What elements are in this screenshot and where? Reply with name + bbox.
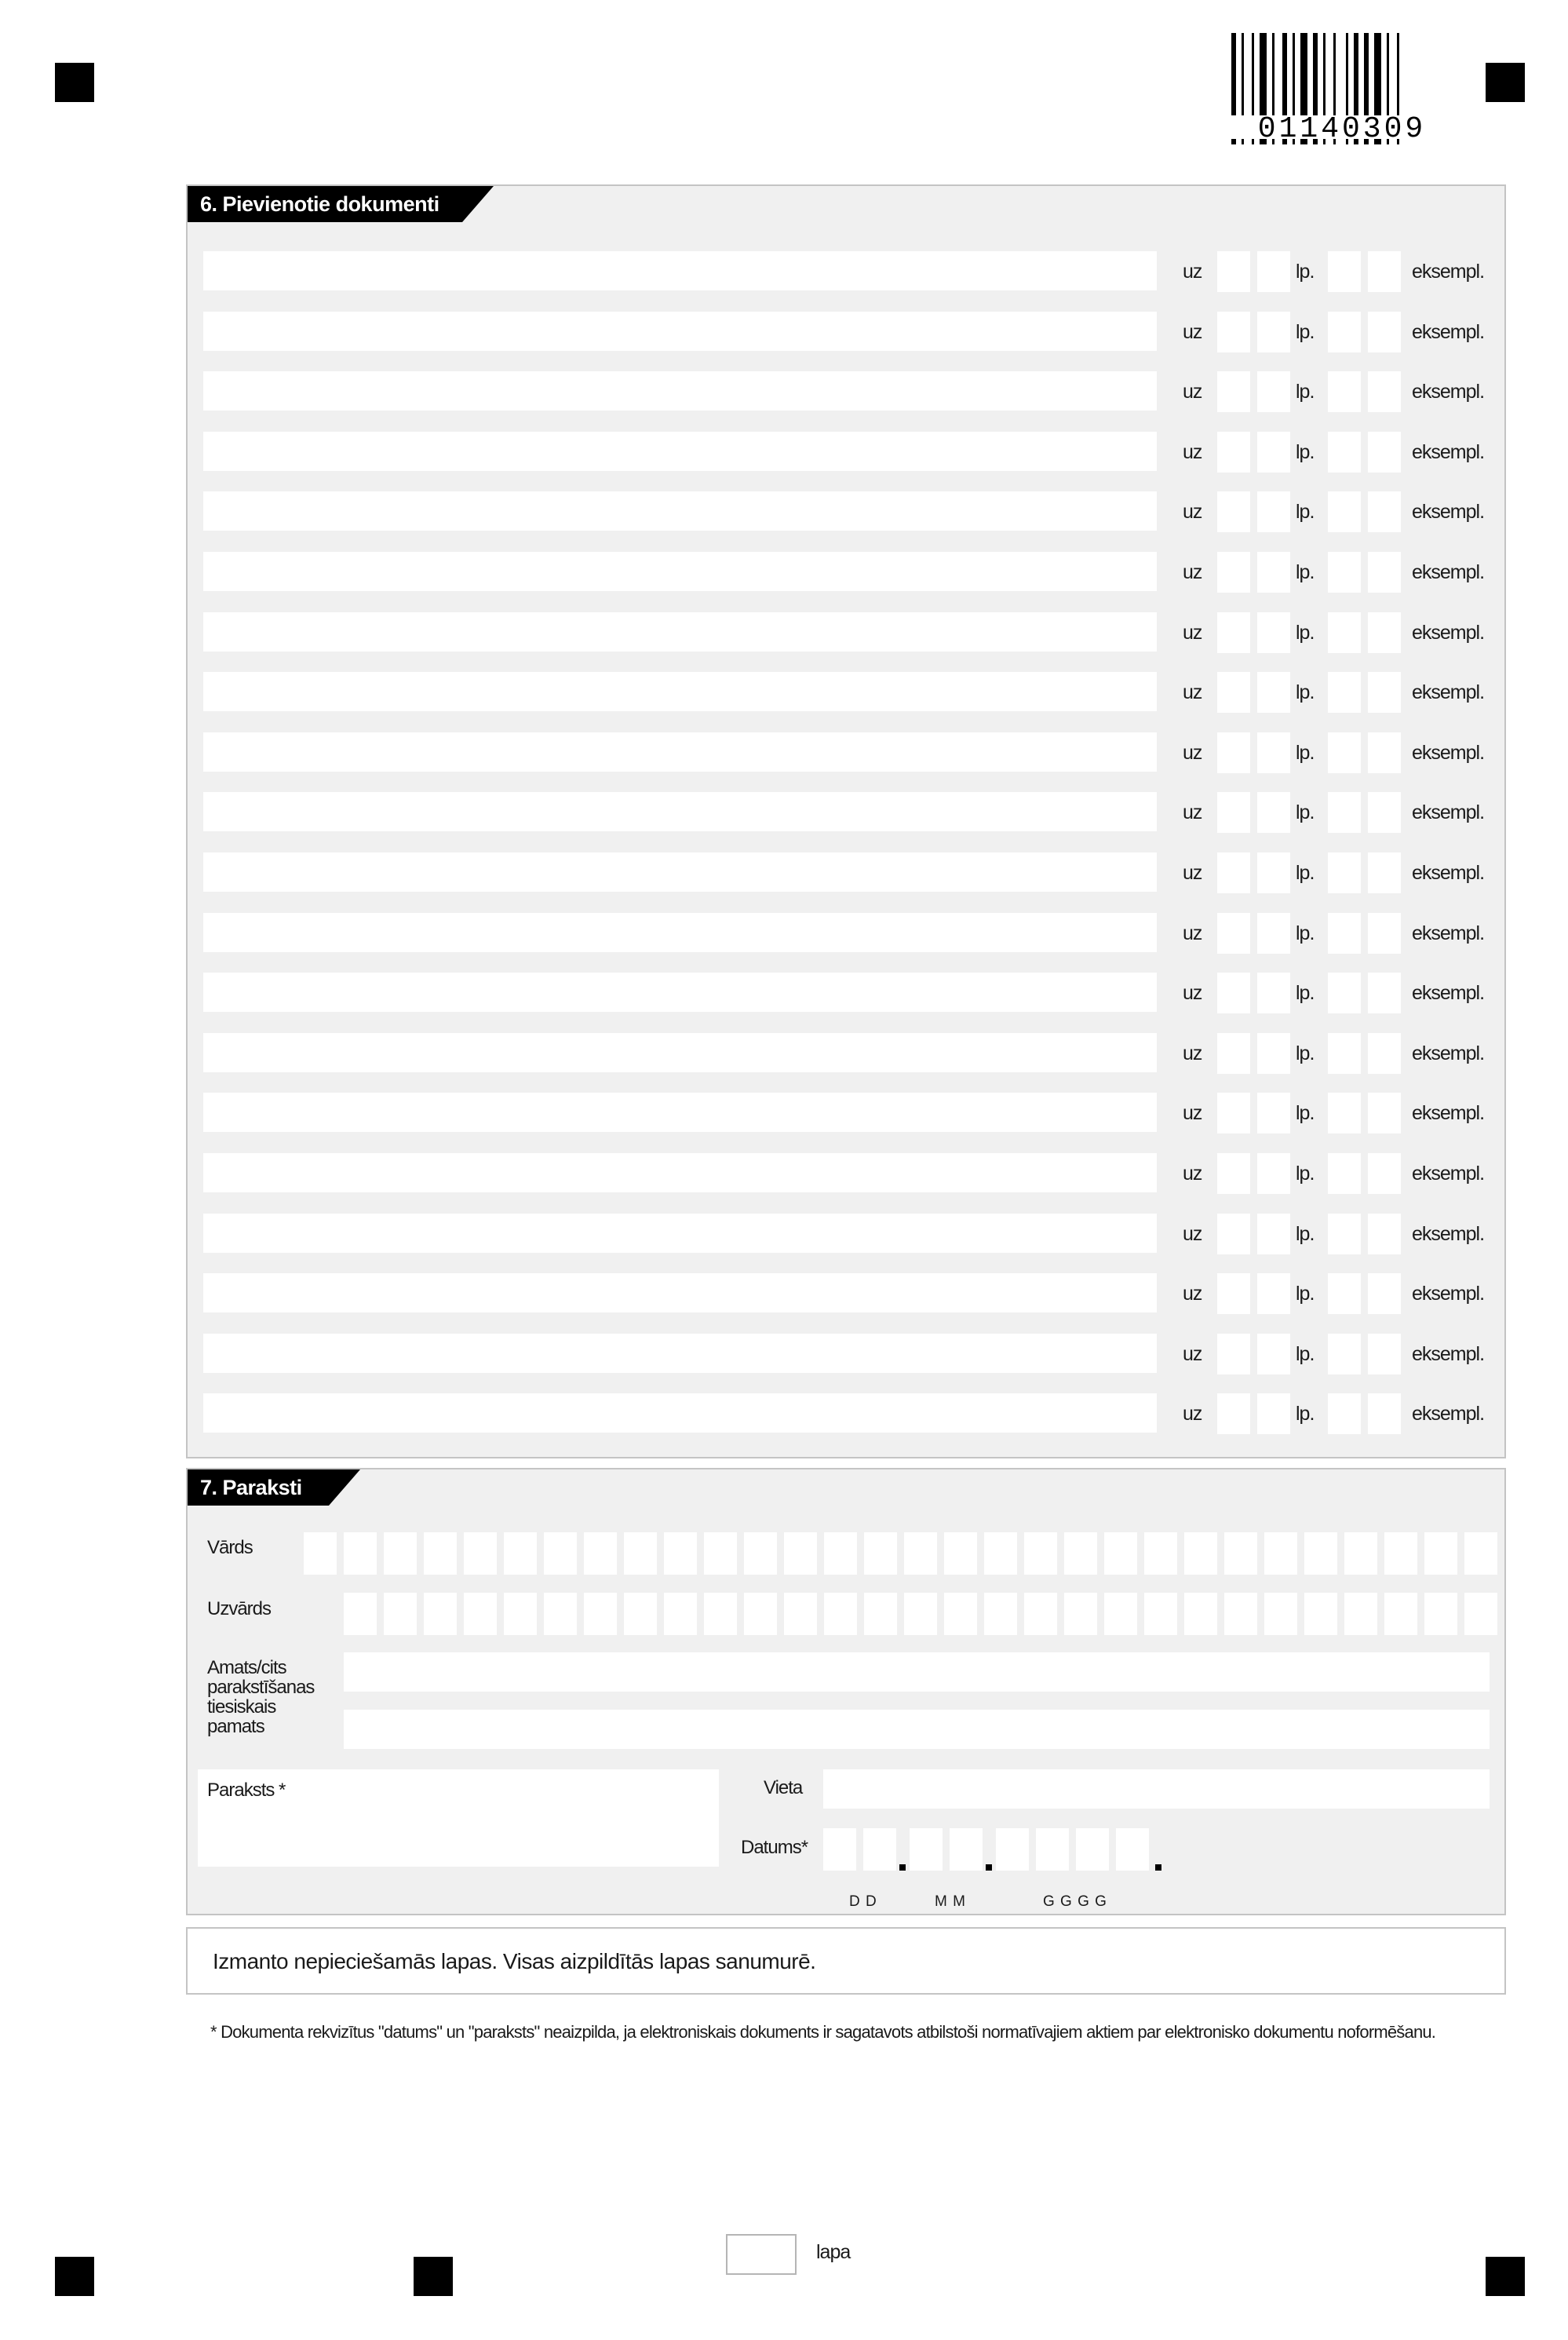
document-row	[203, 1393, 1522, 1434]
copies-digit-2[interactable]	[1368, 1093, 1401, 1133]
section-6-title: 6. Pievienotie dokumenti	[200, 192, 439, 216]
uzvards-letter-cell[interactable]	[624, 1593, 657, 1635]
document-row	[203, 1093, 1522, 1133]
uzvards-letter-cell[interactable]	[1264, 1593, 1297, 1635]
uzvards-letter-cell[interactable]	[584, 1593, 617, 1635]
lp-label: lp.	[1296, 440, 1315, 463]
pages-digit-2[interactable]	[1257, 312, 1290, 352]
date-separator-dot	[986, 1864, 992, 1871]
document-name-input[interactable]	[203, 792, 1157, 831]
document-name-input[interactable]	[203, 1153, 1157, 1192]
lp-label: lp.	[1296, 1403, 1315, 1426]
uz-label: uz	[1183, 801, 1202, 824]
vards-letter-cell[interactable]	[1104, 1532, 1137, 1575]
section-6-header	[188, 186, 494, 222]
pages-digit-2[interactable]	[1257, 973, 1290, 1013]
document-name-input[interactable]	[203, 1033, 1157, 1072]
document-row	[203, 1334, 1522, 1374]
uzvards-letter-cell[interactable]	[1424, 1593, 1457, 1635]
document-row	[203, 552, 1522, 593]
document-row	[203, 792, 1522, 833]
document-name-input[interactable]	[203, 1334, 1157, 1373]
copies-digit-2[interactable]	[1368, 852, 1401, 893]
eksempl-label: eksempl.	[1412, 320, 1485, 343]
document-name-input[interactable]	[203, 371, 1157, 411]
copies-digit-1[interactable]	[1328, 792, 1361, 833]
uzvards-letter-cell[interactable]	[1464, 1593, 1497, 1635]
copies-digit-1[interactable]	[1328, 1153, 1361, 1194]
lp-label: lp.	[1296, 1163, 1315, 1185]
copies-digit-1[interactable]	[1328, 1093, 1361, 1133]
vards-letter-cell[interactable]	[304, 1532, 337, 1575]
pages-digit-2[interactable]	[1257, 852, 1290, 893]
vards-letter-cell[interactable]	[1424, 1532, 1457, 1575]
uzvards-letter-cell[interactable]	[1184, 1593, 1217, 1635]
instructions-note-text: Izmanto nepieciešamās lapas. Visas aizpildītās lapas sanumurē.	[213, 1949, 816, 1973]
uz-label: uz	[1183, 1163, 1202, 1185]
document-name-input[interactable]	[203, 1214, 1157, 1253]
pages-digit-1[interactable]	[1217, 1033, 1250, 1074]
lp-label: lp.	[1296, 681, 1315, 704]
uzvards-letter-cell[interactable]	[864, 1593, 897, 1635]
vards-letter-cell[interactable]	[584, 1532, 617, 1575]
uzvards-letter-cell[interactable]	[1384, 1593, 1417, 1635]
uz-label: uz	[1183, 1403, 1202, 1426]
uzvards-letter-cell[interactable]	[1304, 1593, 1337, 1635]
uz-label: uz	[1183, 440, 1202, 463]
pages-digit-1[interactable]	[1217, 732, 1250, 773]
pages-digit-1[interactable]	[1217, 612, 1250, 653]
document-name-input[interactable]	[203, 552, 1157, 591]
eksempl-label: eksempl.	[1412, 381, 1485, 403]
uzvards-letter-cell[interactable]	[504, 1593, 537, 1635]
lp-label: lp.	[1296, 1283, 1315, 1305]
pages-digit-1[interactable]	[1217, 312, 1250, 352]
pages-digit-1[interactable]	[1217, 1153, 1250, 1194]
vards-letter-cell[interactable]	[344, 1532, 377, 1575]
document-row	[203, 1273, 1522, 1314]
copies-digit-1[interactable]	[1328, 1273, 1361, 1314]
eksempl-label: eksempl.	[1412, 741, 1485, 764]
pages-digit-1[interactable]	[1217, 792, 1250, 833]
vieta-label: Vieta	[764, 1777, 803, 1798]
copies-digit-2[interactable]	[1368, 732, 1401, 773]
document-row	[203, 672, 1522, 713]
uz-label: uz	[1183, 1102, 1202, 1125]
copies-digit-1[interactable]	[1328, 1214, 1361, 1254]
pages-digit-1[interactable]	[1217, 432, 1250, 473]
uzvards-letter-cell[interactable]	[344, 1593, 377, 1635]
document-name-input[interactable]	[203, 432, 1157, 471]
uz-label: uz	[1183, 681, 1202, 704]
amats-input-line-2[interactable]	[344, 1710, 1490, 1749]
uzvards-letter-cell[interactable]	[984, 1593, 1017, 1635]
lp-label: lp.	[1296, 621, 1315, 644]
copies-digit-1[interactable]	[1328, 312, 1361, 352]
vards-label: Vārds	[207, 1537, 253, 1558]
pages-digit-1[interactable]	[1217, 1334, 1250, 1374]
corner-mark-bottom-right	[1486, 2257, 1525, 2296]
copies-digit-2[interactable]	[1368, 612, 1401, 653]
vards-letter-cell[interactable]	[1344, 1532, 1377, 1575]
pages-digit-2[interactable]	[1257, 251, 1290, 292]
copies-digit-2[interactable]	[1368, 312, 1401, 352]
eksempl-label: eksempl.	[1412, 1403, 1485, 1426]
copies-digit-1[interactable]	[1328, 612, 1361, 653]
lp-label: lp.	[1296, 1222, 1315, 1245]
document-name-input[interactable]	[203, 852, 1157, 892]
copies-digit-2[interactable]	[1368, 672, 1401, 713]
date-digit-cell[interactable]	[1076, 1828, 1109, 1871]
pages-digit-2[interactable]	[1257, 1214, 1290, 1254]
vards-letter-cell[interactable]	[504, 1532, 537, 1575]
document-row	[203, 371, 1522, 412]
document-name-input[interactable]	[203, 913, 1157, 952]
date-digit-cell[interactable]	[1036, 1828, 1069, 1871]
uz-label: uz	[1183, 982, 1202, 1005]
pages-digit-1[interactable]	[1217, 1273, 1250, 1314]
vards-letter-cell[interactable]	[1264, 1532, 1297, 1575]
uz-label: uz	[1183, 1342, 1202, 1365]
pages-digit-2[interactable]	[1257, 1334, 1290, 1374]
vards-letter-cell[interactable]	[1224, 1532, 1257, 1575]
eksempl-label: eksempl.	[1412, 561, 1485, 583]
uzvards-letter-cell[interactable]	[744, 1593, 777, 1635]
copies-digit-2[interactable]	[1368, 1214, 1401, 1254]
page-label: lapa	[816, 2241, 851, 2263]
section-7-title: 7. Paraksti	[200, 1476, 302, 1499]
pages-digit-2[interactable]	[1257, 552, 1290, 593]
document-row	[203, 491, 1522, 532]
lp-label: lp.	[1296, 741, 1315, 764]
copies-digit-2[interactable]	[1368, 251, 1401, 292]
lp-label: lp.	[1296, 922, 1315, 944]
uzvards-letter-cell[interactable]	[464, 1593, 497, 1635]
pages-digit-2[interactable]	[1257, 371, 1290, 412]
lp-label: lp.	[1296, 801, 1315, 824]
lp-label: lp.	[1296, 501, 1315, 524]
date-separator-dot	[899, 1864, 906, 1871]
instructions-note	[186, 1927, 1506, 1995]
vards-letter-cell[interactable]	[984, 1532, 1017, 1575]
pages-digit-2[interactable]	[1257, 792, 1290, 833]
datums-label: Datums*	[741, 1837, 808, 1858]
eksempl-label: eksempl.	[1412, 1283, 1485, 1305]
uzvards-letter-cell[interactable]	[1064, 1593, 1097, 1635]
vards-letter-cell[interactable]	[1384, 1532, 1417, 1575]
uz-label: uz	[1183, 741, 1202, 764]
lp-label: lp.	[1296, 982, 1315, 1005]
copies-digit-1[interactable]	[1328, 371, 1361, 412]
pages-digit-1[interactable]	[1217, 371, 1250, 412]
document-name-input[interactable]	[203, 672, 1157, 711]
vards-letter-cell[interactable]	[664, 1532, 697, 1575]
copies-digit-2[interactable]	[1368, 491, 1401, 532]
eksempl-label: eksempl.	[1412, 862, 1485, 884]
copies-digit-2[interactable]	[1368, 432, 1401, 473]
uz-label: uz	[1183, 922, 1202, 944]
document-row	[203, 1214, 1522, 1254]
pages-digit-1[interactable]	[1217, 973, 1250, 1013]
pages-digit-2[interactable]	[1257, 1153, 1290, 1194]
date-format-dd: D D	[849, 1893, 877, 1910]
date-digit-cell[interactable]	[823, 1828, 856, 1871]
uz-label: uz	[1183, 381, 1202, 403]
document-name-input[interactable]	[203, 973, 1157, 1012]
vards-input-cells[interactable]	[304, 1532, 1497, 1575]
eksempl-label: eksempl.	[1412, 261, 1485, 283]
copies-digit-1[interactable]	[1328, 491, 1361, 532]
uzvards-letter-cell[interactable]	[824, 1593, 857, 1635]
pages-digit-1[interactable]	[1217, 1093, 1250, 1133]
pages-digit-2[interactable]	[1257, 913, 1290, 954]
copies-digit-1[interactable]	[1328, 251, 1361, 292]
lp-label: lp.	[1296, 862, 1315, 884]
uzvards-letter-cell[interactable]	[1144, 1593, 1177, 1635]
document-name-input[interactable]	[203, 1273, 1157, 1312]
pages-digit-1[interactable]	[1217, 1393, 1250, 1434]
eksempl-label: eksempl.	[1412, 922, 1485, 944]
page-number-input[interactable]	[726, 2234, 797, 2275]
date-digit-cell[interactable]	[996, 1828, 1029, 1871]
lp-label: lp.	[1296, 320, 1315, 343]
copies-digit-2[interactable]	[1368, 1033, 1401, 1074]
vards-letter-cell[interactable]	[624, 1532, 657, 1575]
lp-label: lp.	[1296, 561, 1315, 583]
uzvards-input-cells[interactable]	[344, 1593, 1497, 1635]
document-row	[203, 612, 1522, 653]
vards-letter-cell[interactable]	[1184, 1532, 1217, 1575]
vards-letter-cell[interactable]	[944, 1532, 977, 1575]
uz-label: uz	[1183, 320, 1202, 343]
vards-letter-cell[interactable]	[704, 1532, 737, 1575]
signature-label: Paraksts *	[207, 1780, 286, 1801]
document-row	[203, 432, 1522, 473]
eksempl-label: eksempl.	[1412, 982, 1485, 1005]
uzvards-letter-cell[interactable]	[904, 1593, 937, 1635]
uz-label: uz	[1183, 862, 1202, 884]
uz-label: uz	[1183, 1042, 1202, 1064]
corner-mark-bottom-left	[55, 2257, 94, 2296]
barcode-number: 01140309	[1257, 112, 1427, 144]
copies-digit-1[interactable]	[1328, 913, 1361, 954]
pages-digit-2[interactable]	[1257, 732, 1290, 773]
uzvards-letter-cell[interactable]	[384, 1593, 417, 1635]
document-row	[203, 312, 1522, 352]
vards-letter-cell[interactable]	[1064, 1532, 1097, 1575]
uz-label: uz	[1183, 1283, 1202, 1305]
eksempl-label: eksempl.	[1412, 681, 1485, 704]
vards-letter-cell[interactable]	[544, 1532, 577, 1575]
document-row	[203, 251, 1522, 292]
document-name-input[interactable]	[203, 732, 1157, 772]
eksempl-label: eksempl.	[1412, 801, 1485, 824]
copies-digit-2[interactable]	[1368, 973, 1401, 1013]
document-row	[203, 852, 1522, 893]
copies-digit-1[interactable]	[1328, 732, 1361, 773]
pages-digit-2[interactable]	[1257, 1033, 1290, 1074]
lp-label: lp.	[1296, 1102, 1315, 1125]
vards-letter-cell[interactable]	[864, 1532, 897, 1575]
vieta-input[interactable]	[823, 1769, 1490, 1809]
document-row	[203, 1033, 1522, 1074]
pages-digit-1[interactable]	[1217, 672, 1250, 713]
copies-digit-1[interactable]	[1328, 1334, 1361, 1374]
pages-digit-2[interactable]	[1257, 432, 1290, 473]
uzvards-letter-cell[interactable]	[784, 1593, 817, 1635]
uzvards-letter-cell[interactable]	[544, 1593, 577, 1635]
pages-digit-2[interactable]	[1257, 1093, 1290, 1133]
vards-letter-cell[interactable]	[1464, 1532, 1497, 1575]
copies-digit-1[interactable]	[1328, 1033, 1361, 1074]
copies-digit-2[interactable]	[1368, 1273, 1401, 1314]
date-digit-cell[interactable]	[1116, 1828, 1149, 1871]
document-name-input[interactable]	[203, 491, 1157, 531]
copies-digit-2[interactable]	[1368, 792, 1401, 833]
lp-label: lp.	[1296, 1042, 1315, 1064]
vards-letter-cell[interactable]	[464, 1532, 497, 1575]
uz-label: uz	[1183, 621, 1202, 644]
eksempl-label: eksempl.	[1412, 1102, 1485, 1125]
copies-digit-2[interactable]	[1368, 1153, 1401, 1194]
vards-letter-cell[interactable]	[744, 1532, 777, 1575]
uzvards-label: Uzvārds	[207, 1598, 272, 1619]
date-digit-cell[interactable]	[910, 1828, 943, 1871]
eksempl-label: eksempl.	[1412, 1163, 1485, 1185]
copies-digit-1[interactable]	[1328, 1393, 1361, 1434]
vards-letter-cell[interactable]	[1304, 1532, 1337, 1575]
copies-digit-1[interactable]	[1328, 973, 1361, 1013]
document-row	[203, 1153, 1522, 1194]
vards-letter-cell[interactable]	[784, 1532, 817, 1575]
copies-digit-2[interactable]	[1368, 371, 1401, 412]
uzvards-letter-cell[interactable]	[944, 1593, 977, 1635]
section-attached-documents	[186, 184, 1506, 1458]
document-name-input[interactable]	[203, 1393, 1157, 1433]
copies-digit-1[interactable]	[1328, 432, 1361, 473]
copies-digit-2[interactable]	[1368, 1393, 1401, 1434]
vards-letter-cell[interactable]	[424, 1532, 457, 1575]
document-row	[203, 973, 1522, 1013]
document-name-input[interactable]	[203, 312, 1157, 351]
pages-digit-2[interactable]	[1257, 672, 1290, 713]
vards-letter-cell[interactable]	[1024, 1532, 1057, 1575]
signature-box[interactable]	[198, 1769, 719, 1867]
uzvards-letter-cell[interactable]	[704, 1593, 737, 1635]
uzvards-letter-cell[interactable]	[1104, 1593, 1137, 1635]
lp-label: lp.	[1296, 381, 1315, 403]
document-row	[203, 732, 1522, 773]
corner-mark-top-right	[1486, 63, 1525, 102]
vards-letter-cell[interactable]	[824, 1532, 857, 1575]
uzvards-letter-cell[interactable]	[664, 1593, 697, 1635]
date-digit-cell[interactable]	[863, 1828, 896, 1871]
date-format-mm: M M	[935, 1893, 966, 1910]
copies-digit-1[interactable]	[1328, 552, 1361, 593]
lp-label: lp.	[1296, 261, 1315, 283]
eksempl-label: eksempl.	[1412, 1342, 1485, 1365]
corner-mark-top-left	[55, 63, 94, 102]
uz-label: uz	[1183, 261, 1202, 283]
pages-digit-1[interactable]	[1217, 251, 1250, 292]
date-separator-dot	[1155, 1864, 1161, 1871]
copies-digit-2[interactable]	[1368, 552, 1401, 593]
section-signatures	[186, 1468, 1506, 1915]
pages-digit-1[interactable]	[1217, 913, 1250, 954]
uz-label: uz	[1183, 561, 1202, 583]
eksempl-label: eksempl.	[1412, 501, 1485, 524]
copies-digit-1[interactable]	[1328, 672, 1361, 713]
pages-digit-2[interactable]	[1257, 1273, 1290, 1314]
uzvards-letter-cell[interactable]	[424, 1593, 457, 1635]
pages-digit-1[interactable]	[1217, 491, 1250, 532]
section-7-header	[188, 1469, 360, 1506]
eksempl-label: eksempl.	[1412, 440, 1485, 463]
vards-letter-cell[interactable]	[1144, 1532, 1177, 1575]
footnote: * Dokumenta rekvizītus "datums" un "paraksts" neaizpilda, ja elektroniskais dokuments ir sagatavots atbilstoši normatīvajiem aktiem par elektronisko dokumentu noformēšanu.	[210, 2022, 1436, 2042]
corner-mark-bottom-middle	[414, 2257, 453, 2296]
pages-digit-2[interactable]	[1257, 612, 1290, 653]
amats-input-line-1[interactable]	[344, 1652, 1490, 1692]
copies-digit-2[interactable]	[1368, 1334, 1401, 1374]
copies-digit-2[interactable]	[1368, 913, 1401, 954]
copies-digit-1[interactable]	[1328, 852, 1361, 893]
pages-digit-1[interactable]	[1217, 852, 1250, 893]
uz-label: uz	[1183, 1222, 1202, 1245]
amats-label: Amats/cits parakstīšanas tiesiskais pamats	[207, 1657, 315, 1737]
eksempl-label: eksempl.	[1412, 1042, 1485, 1064]
document-name-input[interactable]	[203, 612, 1157, 652]
document-row	[203, 913, 1522, 954]
date-format-gggg: G G G G	[1043, 1893, 1107, 1910]
uzvards-letter-cell[interactable]	[1224, 1593, 1257, 1635]
pages-digit-2[interactable]	[1257, 491, 1290, 532]
eksempl-label: eksempl.	[1412, 621, 1485, 644]
document-name-input[interactable]	[203, 251, 1157, 290]
lp-label: lp.	[1296, 1342, 1315, 1365]
pages-digit-2[interactable]	[1257, 1393, 1290, 1434]
uz-label: uz	[1183, 501, 1202, 524]
uzvards-letter-cell[interactable]	[1344, 1593, 1377, 1635]
pages-digit-1[interactable]	[1217, 552, 1250, 593]
document-name-input[interactable]	[203, 1093, 1157, 1132]
date-digit-cell[interactable]	[950, 1828, 983, 1871]
uzvards-letter-cell[interactable]	[1024, 1593, 1057, 1635]
pages-digit-1[interactable]	[1217, 1214, 1250, 1254]
vards-letter-cell[interactable]	[384, 1532, 417, 1575]
barcode	[1228, 33, 1456, 144]
vards-letter-cell[interactable]	[904, 1532, 937, 1575]
eksempl-label: eksempl.	[1412, 1222, 1485, 1245]
